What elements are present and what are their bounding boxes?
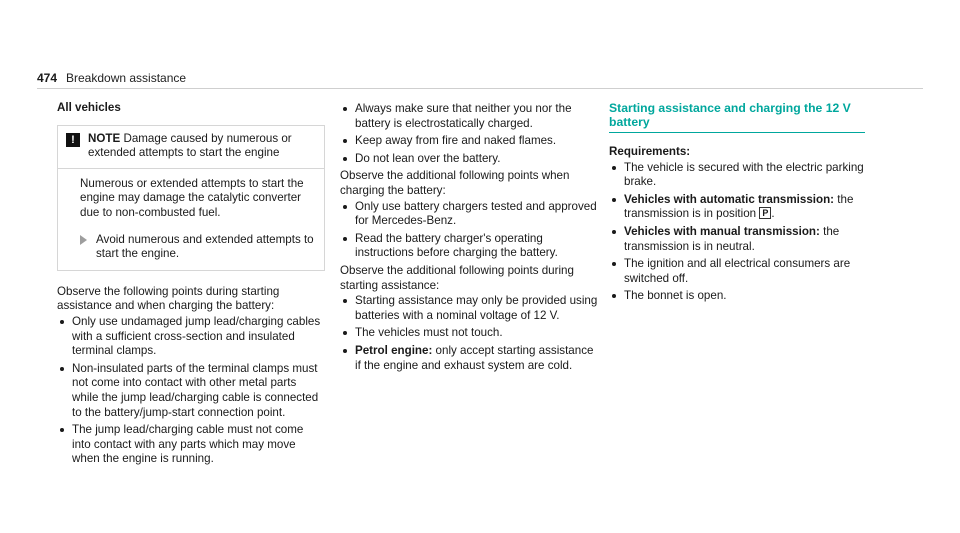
petrol-engine-label: Petrol engine: xyxy=(355,343,433,357)
column-right xyxy=(609,101,865,307)
list-item xyxy=(609,193,865,222)
page-header xyxy=(37,70,923,89)
notice-action xyxy=(80,233,316,262)
automatic-transmission-label: Vehicles with automatic transmission: xyxy=(624,192,835,206)
list-item: Only use battery chargers tested and approved for Mercedes-Benz. xyxy=(340,200,602,229)
park-position-key: P xyxy=(759,207,771,219)
notice-body-text: Numerous or extended attempts to start the engine may damage the catalytic converter due to non-combusted fuel. xyxy=(80,176,304,219)
col2-bullet-list-b xyxy=(340,200,602,261)
requirements-list xyxy=(609,161,865,304)
list-item xyxy=(609,225,865,254)
list-item: Non-insulated parts of the terminal clamps must not come into contact with other metal parts while the jump lead/charging cable is connected to the battery/jump-start connection point. xyxy=(57,362,325,420)
triangle-arrow-icon xyxy=(80,235,87,245)
list-item: Always make sure that neither you nor the battery is electrostatically charged. xyxy=(340,102,602,131)
automatic-transmission-end: . xyxy=(771,207,775,221)
list-item: The jump lead/charging cable must not come into contact with any parts which may move when the engine is running. xyxy=(57,423,325,467)
col1-intro: Observe the following points during starting assistance and when charging the battery: xyxy=(57,284,280,313)
petrol-engine-text: only accept starting assistance if the engine and exhaust system are cold. xyxy=(355,343,594,372)
manual-transmission-label: Vehicles with manual transmission: xyxy=(624,224,820,238)
col2-bullet-list-a xyxy=(340,102,602,166)
list-item: Only use undamaged jump lead/charging cables with a sufficient cross-section and insulated terminal clamps. xyxy=(57,315,325,359)
notice-box xyxy=(57,125,325,271)
list-item: Read the battery charger's operating instructions before charging the battery. xyxy=(340,232,602,261)
page-number: 474 xyxy=(37,71,58,85)
section-title: Breakdown assistance xyxy=(66,71,187,85)
col2-intro-charging: Observe the additional following points when charging the battery: xyxy=(340,169,570,197)
warning-exclamation-icon: ! xyxy=(66,133,80,147)
list-item: Keep away from fire and naked flames. xyxy=(340,134,602,149)
notice-body xyxy=(58,169,324,270)
col1-bullet-list xyxy=(57,315,325,467)
section-heading: Starting assistance and charging the 12 V battery xyxy=(609,101,865,133)
list-item: Do not lean over the battery. xyxy=(340,152,602,167)
notice-label: NOTE xyxy=(88,131,121,145)
list-item: The ignition and all electrical consumers are switched off. xyxy=(609,257,865,286)
notice-title-text: Damage caused by numerous or extended attempts to start the engine xyxy=(88,131,292,160)
col2-bullet-list-c xyxy=(340,294,602,373)
column-middle xyxy=(340,101,602,376)
list-item: The vehicle is secured with the electric parking brake. xyxy=(609,161,865,190)
manual-transmission-text: the transmission is in neutral. xyxy=(624,224,840,253)
column-left xyxy=(57,101,325,470)
list-item: The bonnet is open. xyxy=(609,289,865,304)
list-item: Starting assistance may only be provided using batteries with a nominal voltage of 12 V. xyxy=(340,294,602,323)
all-vehicles-heading: All vehicles xyxy=(57,101,121,114)
list-item xyxy=(340,344,602,373)
col2-intro-starting: Observe the additional following points during starting assistance: xyxy=(340,263,574,292)
list-item: The vehicles must not touch. xyxy=(340,326,602,341)
requirements-label: Requirements: xyxy=(609,145,691,158)
notice-title xyxy=(88,132,316,161)
automatic-transmission-text: the transmission is in position xyxy=(624,192,854,221)
notice-header xyxy=(58,126,324,169)
notice-action-text: Avoid numerous and extended attempts to start the engine. xyxy=(96,232,314,261)
